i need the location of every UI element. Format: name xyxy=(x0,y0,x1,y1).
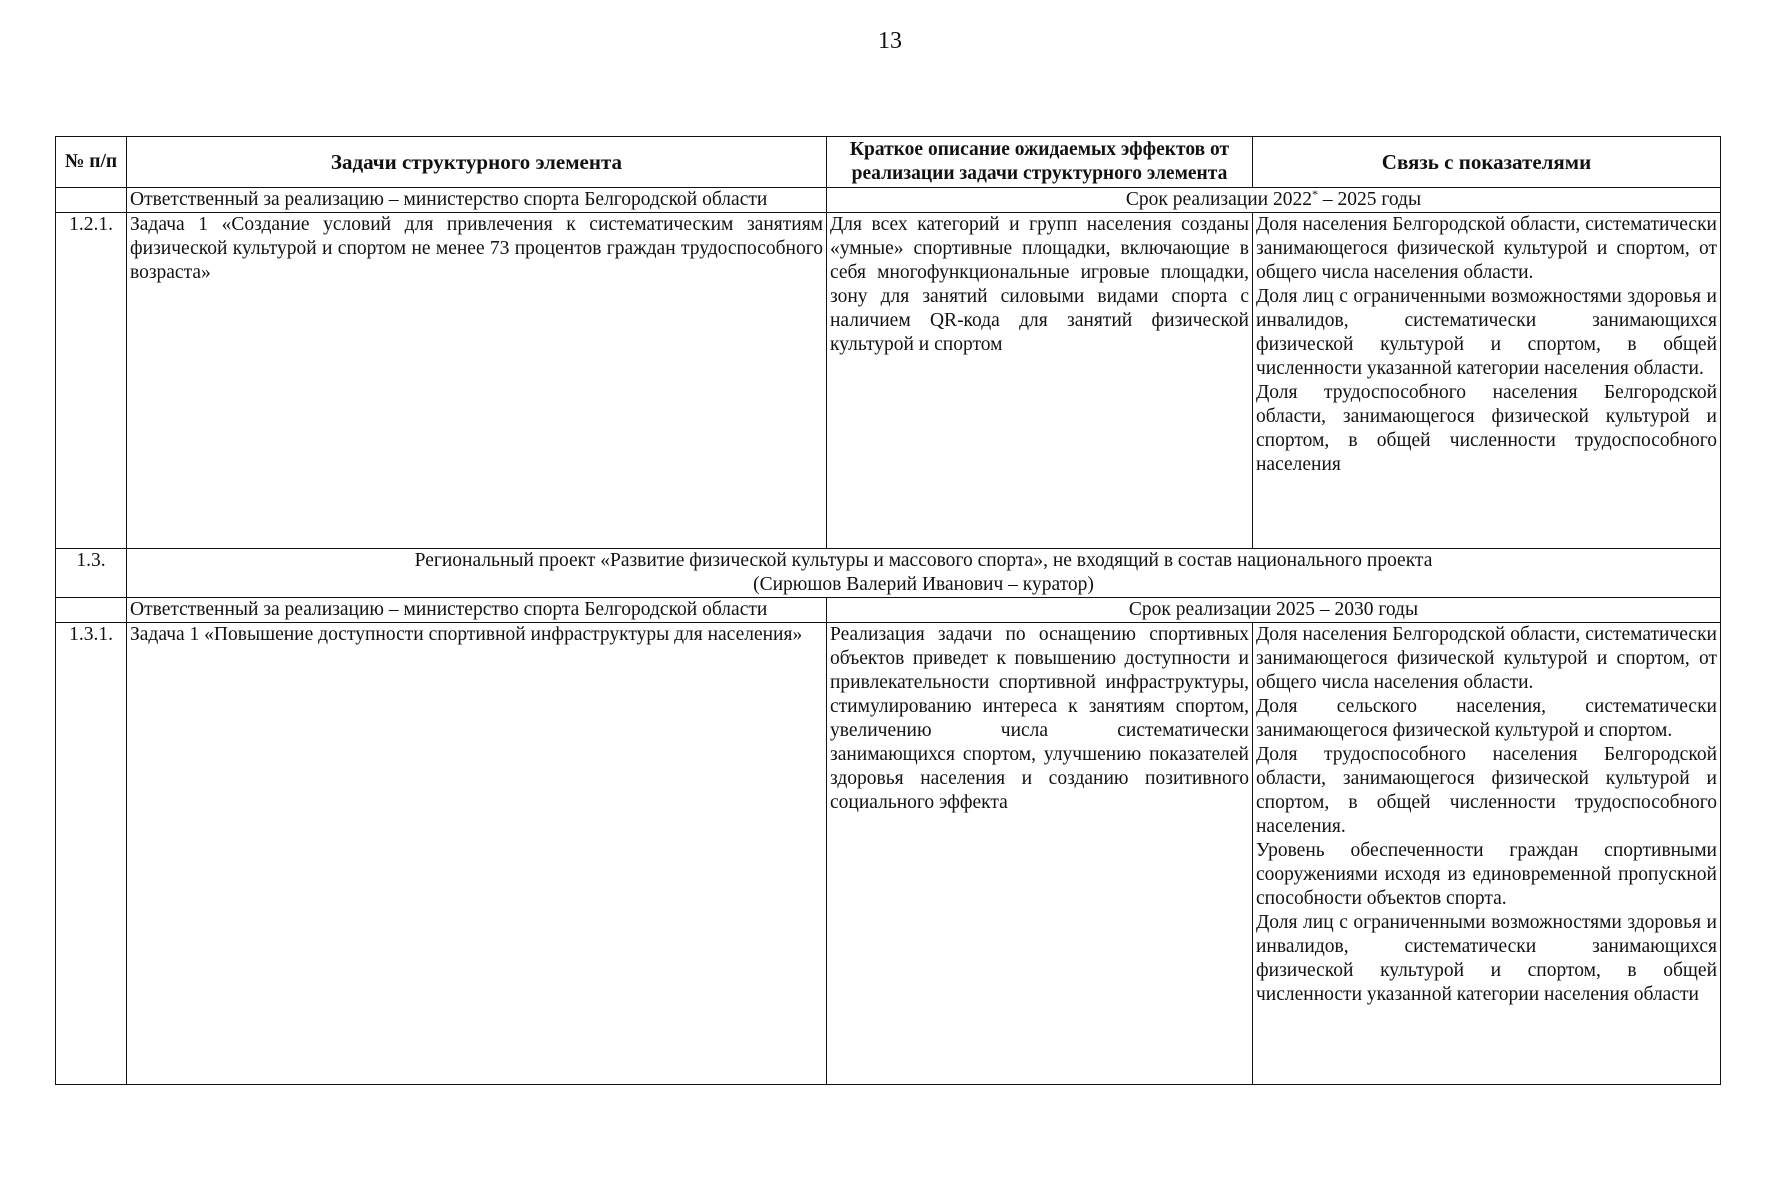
section-number: 1.3. xyxy=(56,549,127,598)
header-num: № п/п xyxy=(56,137,127,188)
effect-text: Для всех категорий и групп населения созданы «умные» спортивные площадки, включающие в себя многофункциональные игровые площадки, зону для занятий силовыми видами спорта с наличием QR-кода для занятий физической культурой и спортом xyxy=(830,214,1249,355)
empty-cell xyxy=(56,188,127,213)
header-links: Связь с показателями xyxy=(1253,137,1721,188)
effect-cell xyxy=(827,213,1253,549)
responsible-text: Ответственный за реализацию – министерство спорта Белгородской области xyxy=(127,598,827,623)
indicator-item: Доля лиц с ограниченными возможностями здоровья и инвалидов, систематически занимающихся физической культурой и спортом, в общей численности указанной категории населения области xyxy=(1256,912,1717,1005)
section-title-line: Региональный проект «Развитие физической культуры и массового спорта», не входящий в состав национального проекта xyxy=(414,550,1433,571)
table-header xyxy=(56,137,1721,188)
header-effects: Краткое описание ожидаемых эффектов от реализации задачи структурного элемента xyxy=(827,137,1253,188)
table-row xyxy=(56,213,1721,549)
section-curator: (Сирюшов Валерий Иванович – куратор) xyxy=(753,574,1094,595)
indicators-cell xyxy=(1253,213,1721,549)
task-cell xyxy=(127,623,827,1085)
structural-elements-table xyxy=(55,136,1721,1085)
row-number: 1.3.1. xyxy=(56,623,127,1085)
effect-text: Реализация задачи по оснащению спортивных объектов приведет к повышению доступности и привлекательности спортивной инфраструктуры, стимулированию интереса к занятиям спортом, увеличению числа систематически занимающихся спортом, улучшению показателей здоровья населения и созданию позитивного социального эффекта xyxy=(830,624,1249,813)
effect-cell xyxy=(827,623,1253,1085)
responsible-row xyxy=(56,598,1721,623)
task-cell xyxy=(127,213,827,549)
empty-cell xyxy=(56,598,127,623)
table-row xyxy=(56,623,1721,1085)
section-title xyxy=(127,549,1721,598)
responsible-row xyxy=(56,188,1721,213)
header-row xyxy=(56,137,1721,188)
indicator-item: Доля трудоспособного населения Белгородской области, занимающегося физической культурой и спортом, в общей численности трудоспособного населения. xyxy=(1256,744,1717,837)
indicator-item: Уровень обеспеченности граждан спортивными сооружениями исходя из единовременной пропускной способности объектов спорта. xyxy=(1256,840,1717,909)
indicator-item: Доля лиц с ограниченными возможностями здоровья и инвалидов, систематически занимающихся физической культурой и спортом, в общей численности указанной категории населения области. xyxy=(1256,286,1717,379)
responsible-text: Ответственный за реализацию – министерство спорта Белгородской области xyxy=(127,188,827,213)
indicator-item: Доля населения Белгородской области, систематически занимающегося физической культурой и спортом, от общего числа населения области. xyxy=(1256,214,1717,283)
term-text: Срок реализации 2022* – 2025 годы xyxy=(827,188,1721,213)
indicator-item: Доля трудоспособного населения Белгородской области, занимающегося физической культурой и спортом, в общей численности трудоспособного населения xyxy=(1256,382,1717,475)
page-number: 13 xyxy=(878,28,902,54)
header-tasks: Задачи структурного элемента xyxy=(127,137,827,188)
indicator-item: Доля сельского населения, систематически занимающегося физической культурой и спортом. xyxy=(1256,696,1717,741)
indicator-item: Доля населения Белгородской области, систематически занимающегося физической культурой и спортом, от общего числа населения области. xyxy=(1256,624,1717,693)
task-text: Задача 1 «Создание условий для привлечения к систематическим занятиям физической культурой и спортом не менее 73 процентов граждан трудоспособного возраста» xyxy=(130,214,823,283)
indicators-cell xyxy=(1253,623,1721,1085)
task-text: Задача 1 «Повышение доступности спортивной инфраструктуры для населения» xyxy=(130,624,803,645)
section-row xyxy=(56,549,1721,598)
term-text: Срок реализации 2025 – 2030 годы xyxy=(827,598,1721,623)
row-number: 1.2.1. xyxy=(56,213,127,549)
